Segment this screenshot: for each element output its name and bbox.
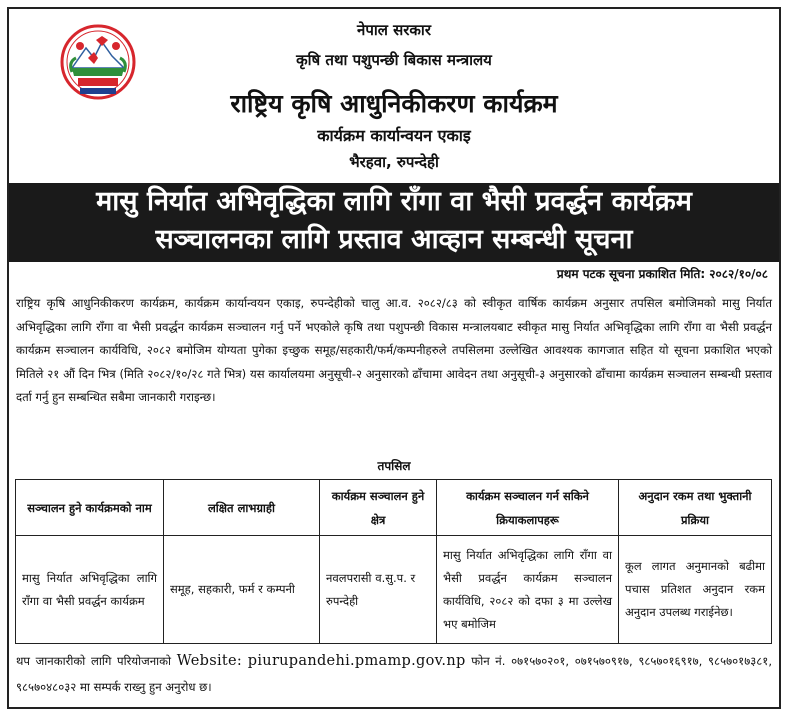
notice-body: राष्ट्रिय कृषि आधुनिकीकरण कार्यक्रम, कार्यक्रम कार्यान्वयन एकाइ, रुपन्देहीको चालु आ.व. २०८२/८३ को स्वीकृत वार्षिक कार्यक्रम अनुसार तपसिल बमोजिमको मासु निर्यात अभिवृद्धिका लागि राँगा वा भैसी प्रवर्द्धन कार्यक्रम सञ्चालन गर्नु पर्ने भएकोले कृषि तथा पशुपन्छी विकास मन्त्रालयबाट स्वीकृत मासु निर्यात अभिवृद्धिका लागि राँगा वा भैसी प्रवर्द्धन कार्यक्रम सञ्चालन कार्यविधि, २०८२ बमोजिम योग्यता पुगेका इच्छुक समूह/सहकारी/फर्म/कम्पनीहरुले तपसिलमा उल्लेखित आवश्यक कागजात सहित यो सूचना प्रकाशित भएको मितिले २१ औं दिन भित्र (मिति २०८२/१०/२८ गते भित्र) यस कार्यालयमा अनुसूची-२ अनुसारको ढाँचामा आवेदन तथा अनुसूची-३ अनुसारको ढाँचामा कार्यक्रम सञ्चालन सम्बन्धी प्रस्ताव दर्ता गर्नु हुन सम्बन्धित सबैमा जानकारी गराइन्छ। [16, 296, 772, 404]
column-header-program-name: सञ्चालन हुने कार्यक्रमको नाम [16, 480, 164, 536]
cell-area: नवलपरासी व.सु.प. र रुपन्देही [320, 536, 437, 644]
cell-beneficiary: समूह, सहकारी, फर्म र कम्पनी [164, 536, 320, 644]
website-link[interactable]: piurupandehi.pmamp.gov.np [247, 653, 466, 669]
publish-date: प्रथम पटक सूचना प्रकाशित मिति: २०८२/१०/०८ [556, 267, 768, 281]
phone-numbers: फोन नं. ०७१५७०२०१, ०७१५७०९१७, ९८५७०१६९१७, ९८५७०१७३८१, ९८५७०४८०३२ मा सम्पर्क राख्नु हुन अनुरोध छ। [16, 654, 773, 694]
location-title: भैरहवा, रुपन्देही [349, 153, 439, 171]
column-header-area: कार्यक्रम सञ्चालन हुने क्षेत्र [320, 480, 437, 536]
contact-info [16, 648, 772, 700]
notice-title-line-2: सञ्चालनका लागि प्रस्ताव आव्हान सम्बन्धी सूचना [155, 224, 633, 255]
schedule-table [15, 479, 772, 644]
government-title: नेपाल सरकार [357, 21, 431, 39]
website-label: Website: [176, 653, 243, 669]
contact-prefix: थप जानकारीको लागि परियोजनाको [16, 654, 172, 668]
program-title: राष्ट्रिय कृषि आधुनिकीकरण कार्यक्रम [230, 89, 558, 118]
notice-title-banner [9, 183, 779, 262]
schedule-header-row [16, 480, 772, 536]
column-header-activities: कार्यक्रम सञ्चालन गर्न सकिने क्रियाकलापहरू [437, 480, 619, 536]
ministry-title: कृषि तथा पशुपन्छी बिकास मन्त्रालय [296, 51, 492, 69]
unit-title: कार्यक्रम कार्यान्वयन एकाइ [317, 126, 471, 145]
cell-grant: कूल लागत अनुमानको बढीमा पचास प्रतिशत अनुदान रकम अनुदान उपलब्ध गराईनेछ। [619, 536, 772, 644]
column-header-beneficiary: लक्षित लाभग्राही [164, 480, 320, 536]
column-header-grant: अनुदान रकम तथा भुक्तानी प्रक्रिया [619, 480, 772, 536]
schedule-title: तपसिल [377, 459, 411, 473]
table-row [16, 536, 772, 644]
cell-program-name: मासु निर्यात अभिवृद्धिका लागि राँगा वा भैसी प्रवर्द्धन कार्यक्रम [16, 536, 164, 644]
cell-activities: मासु निर्यात अभिवृद्धिका लागि राँगा वा भैसी प्रवर्द्धन कार्यक्रम सञ्चालन कार्यविधि, २०८२ को दफा ३ मा उल्लेख भए बमोजिम [437, 536, 619, 644]
notice-title-line-1: मासु निर्यात अभिवृद्धिका लागि राँगा वा भैसी प्रवर्द्धन कार्यक्रम [96, 186, 692, 217]
